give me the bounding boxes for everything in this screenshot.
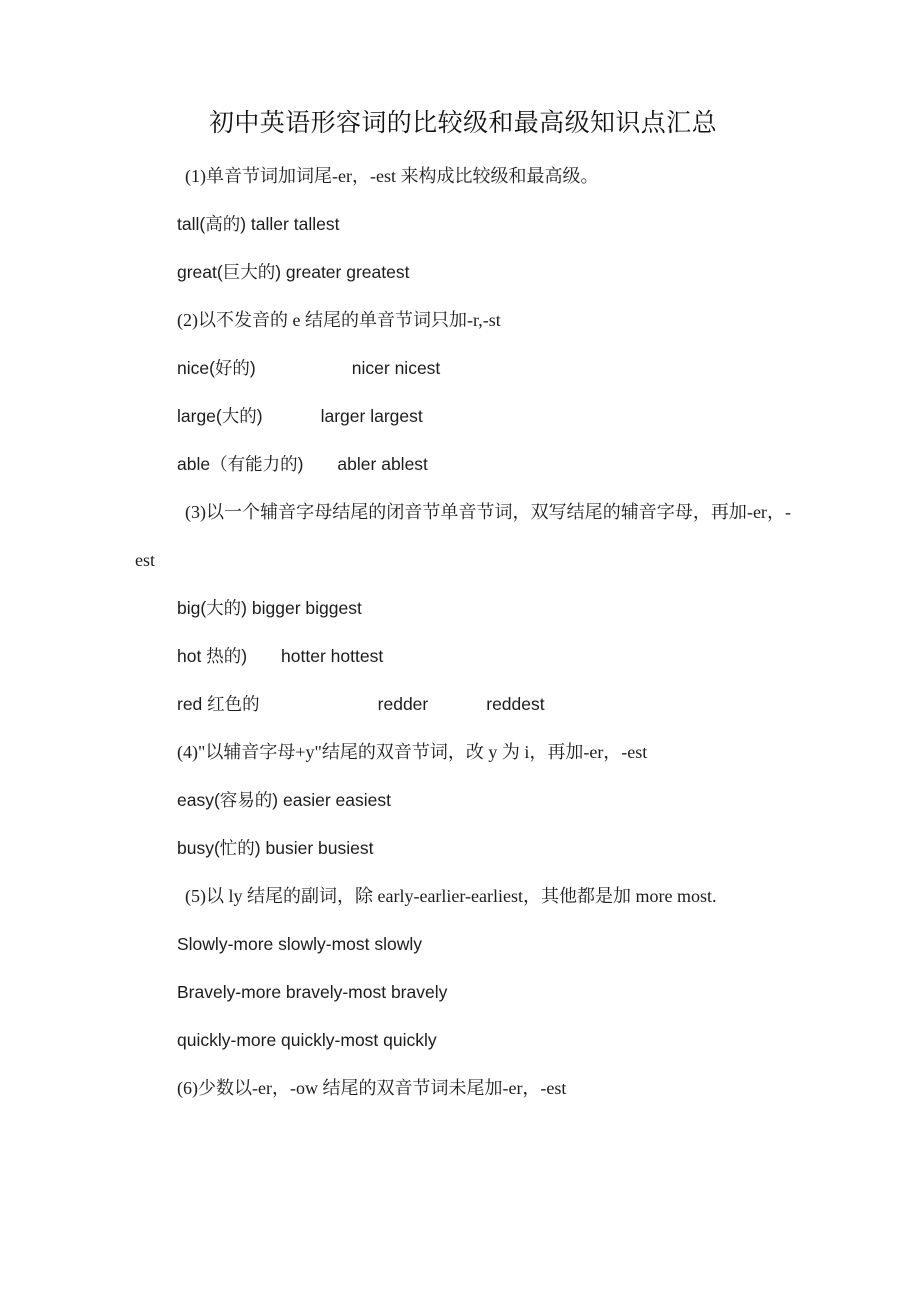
example-big-comparative: bigger bbox=[251, 598, 301, 618]
example-busy-comparative: busier bbox=[265, 838, 314, 858]
example-red-word: red 红色的 bbox=[177, 694, 260, 714]
example-big bbox=[135, 584, 791, 632]
document-body bbox=[135, 104, 791, 1112]
rule-6: (6)少数以-er，-ow 结尾的双音节词未尾加-er，-est bbox=[177, 1078, 567, 1098]
example-busy-superlative: busiest bbox=[318, 838, 374, 858]
example-red-superlative: reddest bbox=[486, 694, 545, 714]
example-busy bbox=[135, 824, 791, 872]
example-great-comparative: greater bbox=[285, 262, 342, 282]
example-red-comparative: redder bbox=[377, 694, 429, 714]
example-hot-comparative: hotter bbox=[281, 646, 326, 666]
example-slowly: Slowly-more slowly-most slowly bbox=[177, 934, 423, 954]
example-busy-word: busy(忙的) bbox=[177, 838, 261, 858]
example-nice bbox=[135, 344, 791, 392]
example-large-superlative: largest bbox=[370, 406, 423, 426]
example-easy-superlative: easiest bbox=[335, 790, 391, 810]
example-nice-superlative: nicest bbox=[394, 358, 441, 378]
example-tall-comparative: taller bbox=[250, 214, 289, 234]
example-tall bbox=[135, 200, 791, 248]
example-tall-word: tall(高的) bbox=[177, 214, 247, 234]
rule-2: (2)以不发音的 e 结尾的单音节词只加-r,-st bbox=[177, 310, 501, 330]
example-great bbox=[135, 248, 791, 296]
example-able-word: able（有能力的) bbox=[177, 454, 304, 474]
example-great-word: great(巨大的) bbox=[177, 262, 282, 282]
rule-5: (5)以 ly 结尾的副词，除 early-earlier-earliest，其他都是加 more most. bbox=[185, 886, 717, 906]
example-quickly: quickly-more quickly-most quickly bbox=[177, 1030, 437, 1050]
example-easy-word: easy(容易的) bbox=[177, 790, 279, 810]
example-nice-word: nice(好的) bbox=[177, 358, 256, 378]
example-great-superlative: greatest bbox=[346, 262, 410, 282]
example-easy-comparative: easier bbox=[283, 790, 331, 810]
example-large-comparative: larger bbox=[320, 406, 366, 426]
page-title: 初中英语形容词的比较级和最高级知识点汇总 bbox=[208, 110, 717, 137]
example-able-superlative: ablest bbox=[381, 454, 428, 474]
example-bravely: Bravely-more bravely-most bravely bbox=[177, 982, 448, 1002]
rule-4: (4)"以辅音字母+y"结尾的双音节词，改 y 为 i，再加-er，-est bbox=[177, 742, 648, 762]
example-hot-superlative: hottest bbox=[330, 646, 384, 666]
example-able bbox=[135, 440, 791, 488]
example-hot-word: hot 热的) bbox=[177, 646, 248, 666]
example-tall-superlative: tallest bbox=[293, 214, 340, 234]
example-able-comparative: abler bbox=[337, 454, 377, 474]
example-big-word: big(大的) bbox=[177, 598, 248, 618]
example-nice-comparative: nicer bbox=[351, 358, 390, 378]
example-red bbox=[135, 680, 791, 728]
rule-1: (1)单音节词加词尾-er，-est 来构成比较级和最高级。 bbox=[185, 166, 599, 186]
example-easy bbox=[135, 776, 791, 824]
example-hot bbox=[135, 632, 791, 680]
example-big-superlative: biggest bbox=[305, 598, 362, 618]
example-large bbox=[135, 392, 791, 440]
rule-3: (3)以一个辅音字母结尾的闭音节单音节词，双写结尾的辅音字母，再加-er，-est bbox=[135, 502, 791, 570]
example-large-word: large(大的) bbox=[177, 406, 263, 426]
